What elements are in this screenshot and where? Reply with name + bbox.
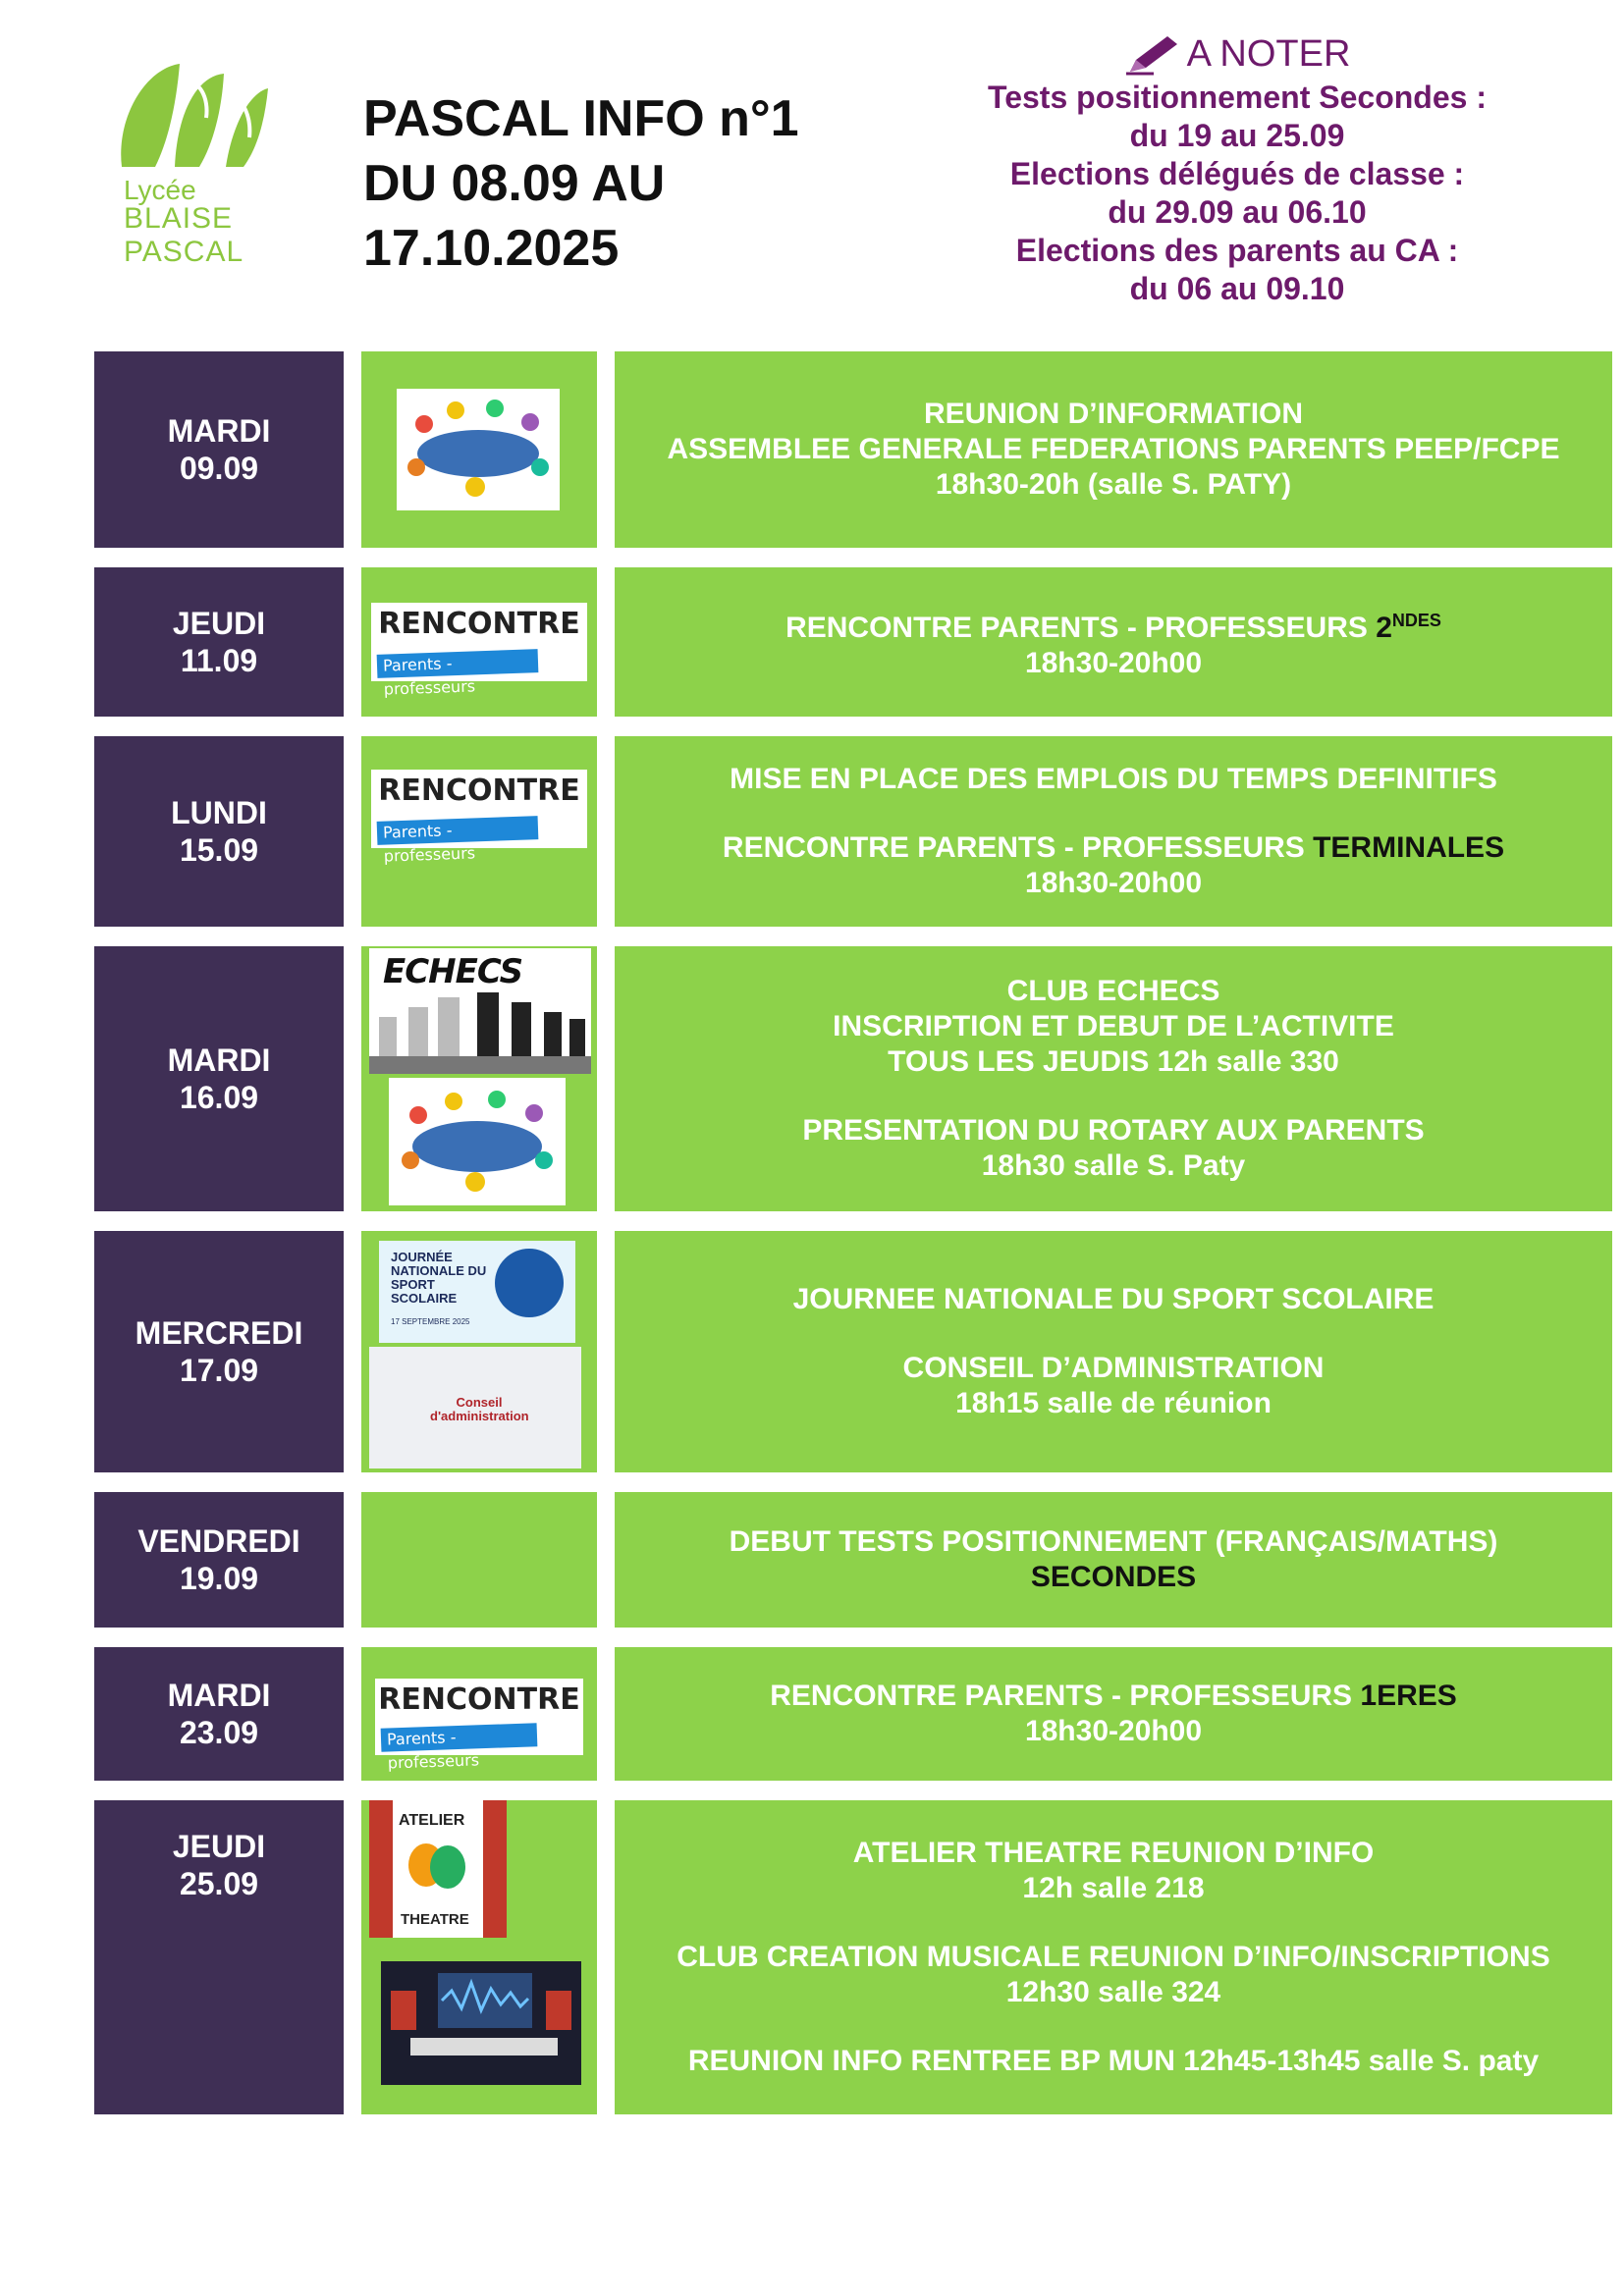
event-line: 18h30-20h00: [1024, 1715, 1203, 1747]
event-cell: [615, 1492, 1612, 1628]
logo-text-lycee: Lycée: [124, 175, 196, 205]
conseil-text: Conseil d'administration: [430, 1395, 529, 1423]
day-cell: [94, 1800, 344, 2114]
event-level: SECONDES: [1030, 1561, 1197, 1593]
jnss-text: JOURNÉE NATIONALE DU SPORT SCOLAIRE: [391, 1250, 487, 1306]
rencontre-word: RENCONTRE: [378, 1682, 580, 1717]
event-line: 18h30-20h00: [1024, 647, 1203, 679]
day-cell: [94, 351, 344, 548]
chess-title: ECHECS: [383, 952, 523, 991]
day-cell: [94, 1492, 344, 1628]
title-line-1: PASCAL INFO n°1: [363, 90, 799, 147]
notes-heading-text: A NOTER: [1186, 33, 1351, 75]
theatre-image: [369, 1800, 507, 1938]
day-date: 25.09: [179, 1866, 259, 1901]
day-cell: [94, 736, 344, 927]
event-line: REUNION D’INFORMATION: [923, 398, 1304, 430]
event-cell: [615, 1231, 1612, 1472]
note-line: du 29.09 au 06.10: [1108, 194, 1367, 230]
event-cell: [615, 351, 1612, 548]
event-line: CLUB ECHECS: [1006, 975, 1220, 1007]
event-line: REUNION INFO RENTREE BP MUN 12h45-13h45 salle S. paty: [687, 2045, 1540, 2077]
jnss-emblem-icon: [495, 1249, 564, 1317]
rencontre-word: RENCONTRE: [378, 774, 580, 808]
event-level: 1ERES: [1360, 1680, 1457, 1712]
leaf-logo-icon: [116, 59, 273, 177]
day-date: 15.09: [179, 832, 259, 868]
notes-heading: [918, 29, 1556, 79]
image-cell: [361, 567, 597, 717]
event-level-sup: NDES: [1391, 611, 1441, 630]
event-cell: [615, 736, 1612, 927]
jnss-image: [379, 1241, 575, 1343]
event-text: RENCONTRE PARENTS - PROFESSEURS: [722, 831, 1314, 864]
day-cell: [94, 946, 344, 1211]
meeting-table-image: [389, 1078, 566, 1205]
event-cell: [615, 946, 1612, 1211]
image-cell: [361, 1231, 597, 1472]
note-line: du 06 au 09.10: [1129, 271, 1345, 306]
curtain-right: [483, 1800, 507, 1938]
day-date: 16.09: [179, 1080, 259, 1115]
jnss-date: 17 SEPTEMBRE 2025: [391, 1317, 470, 1326]
image-cell: [361, 351, 597, 548]
day-date: 17.09: [179, 1353, 259, 1388]
day-cell: [94, 1231, 344, 1472]
note-line: du 19 au 25.09: [1129, 118, 1345, 153]
event-level: TERMINALES: [1313, 831, 1505, 864]
day-date: 23.09: [179, 1715, 259, 1750]
rencontre-image: [371, 603, 587, 699]
meeting-table-image: [397, 389, 560, 510]
event-line: 18h15 salle de réunion: [955, 1387, 1272, 1419]
event-line: CLUB CREATION MUSICALE REUNION D’INFO/INSCRIPTIONS: [677, 1941, 1550, 1973]
rencontre-image: [371, 770, 587, 866]
event-line: INSCRIPTION ET DEBUT DE L’ACTIVITE: [833, 1010, 1394, 1042]
event-cell: [615, 1800, 1612, 2114]
newsletter-title: [363, 86, 874, 281]
event-line: PRESENTATION DU ROTARY AUX PARENTS: [802, 1114, 1425, 1147]
rencontre-subtitle: Parents - professeurs: [377, 649, 539, 678]
event-text: RENCONTRE PARENTS - PROFESSEURS: [770, 1680, 1361, 1712]
image-cell: [361, 1492, 597, 1628]
rencontre-subtitle: Parents - professeurs: [377, 816, 539, 845]
note-line: Elections des parents au CA :: [1015, 233, 1459, 268]
rencontre-image: [375, 1679, 583, 1773]
event-line: 12h30 salle 324: [1005, 1976, 1221, 2008]
event-line: 18h30 salle S. Paty: [981, 1149, 1246, 1182]
event-line: ASSEMBLEE GENERALE FEDERATIONS PARENTS PEEP/FCPE: [667, 433, 1560, 465]
day-name: MARDI: [167, 1042, 271, 1078]
event-line: ATELIER THEATRE REUNION D’INFO: [852, 1837, 1375, 1869]
event-level: 2: [1376, 612, 1392, 644]
day-name: MERCREDI: [135, 1315, 303, 1351]
music-studio-image: [381, 1961, 581, 2085]
atelier-text: ATELIER: [399, 1812, 465, 1829]
image-cell: [361, 736, 597, 927]
title-line-2: DU 08.09 AU: [363, 155, 666, 212]
title-line-3: 17.10.2025: [363, 220, 620, 277]
day-name: MARDI: [167, 413, 271, 449]
note-line: Elections délégués de classe :: [1009, 156, 1465, 191]
chess-image: [369, 948, 591, 1074]
event-line: 12h salle 218: [1022, 1872, 1205, 1904]
school-logo: [116, 59, 337, 268]
theatre-text: THEATRE: [401, 1911, 469, 1928]
event-cell: [615, 1647, 1612, 1781]
image-cell: [361, 946, 597, 1211]
event-cell: [615, 567, 1612, 717]
theatre-masks-icon: [403, 1842, 471, 1891]
event-line: DEBUT TESTS POSITIONNEMENT (FRANÇAIS/MATHS): [729, 1525, 1498, 1558]
day-date: 11.09: [180, 643, 258, 678]
day-name: VENDREDI: [137, 1523, 300, 1559]
image-cell: [361, 1800, 597, 2114]
event-line: [723, 830, 1504, 866]
day-name: LUNDI: [171, 795, 267, 830]
pencil-icon: [1124, 32, 1181, 76]
day-date: 19.09: [179, 1561, 259, 1596]
event-line: 18h30-20h (salle S. PATY): [935, 468, 1292, 501]
event-line: JOURNEE NATIONALE DU SPORT SCOLAIRE: [792, 1283, 1435, 1315]
note-line: Tests positionnement Secondes :: [988, 80, 1487, 115]
curtain-left: [369, 1800, 393, 1938]
event-line: [785, 603, 1441, 646]
event-line: [770, 1679, 1457, 1714]
event-line: MISE EN PLACE DES EMPLOIS DU TEMPS DEFINITIFS: [730, 763, 1497, 795]
day-name: JEUDI: [172, 1829, 266, 1864]
event-line: CONSEIL D’ADMINISTRATION: [902, 1352, 1325, 1384]
notes-box: [918, 29, 1556, 308]
event-line: 18h30-20h00: [1024, 867, 1203, 899]
day-cell: [94, 1647, 344, 1781]
event-text: RENCONTRE PARENTS - PROFESSEURS: [785, 612, 1377, 644]
conseil-image: [369, 1347, 581, 1468]
image-cell: [361, 1647, 597, 1781]
day-date: 09.09: [179, 451, 259, 486]
day-name: JEUDI: [172, 606, 266, 641]
event-line: TOUS LES JEUDIS 12h salle 330: [888, 1045, 1339, 1078]
rencontre-word: RENCONTRE: [378, 607, 580, 641]
day-name: MARDI: [167, 1678, 271, 1713]
logo-text-name: BLAISE PASCAL: [124, 202, 244, 268]
day-cell: [94, 567, 344, 717]
rencontre-subtitle: Parents - professeurs: [381, 1723, 537, 1752]
